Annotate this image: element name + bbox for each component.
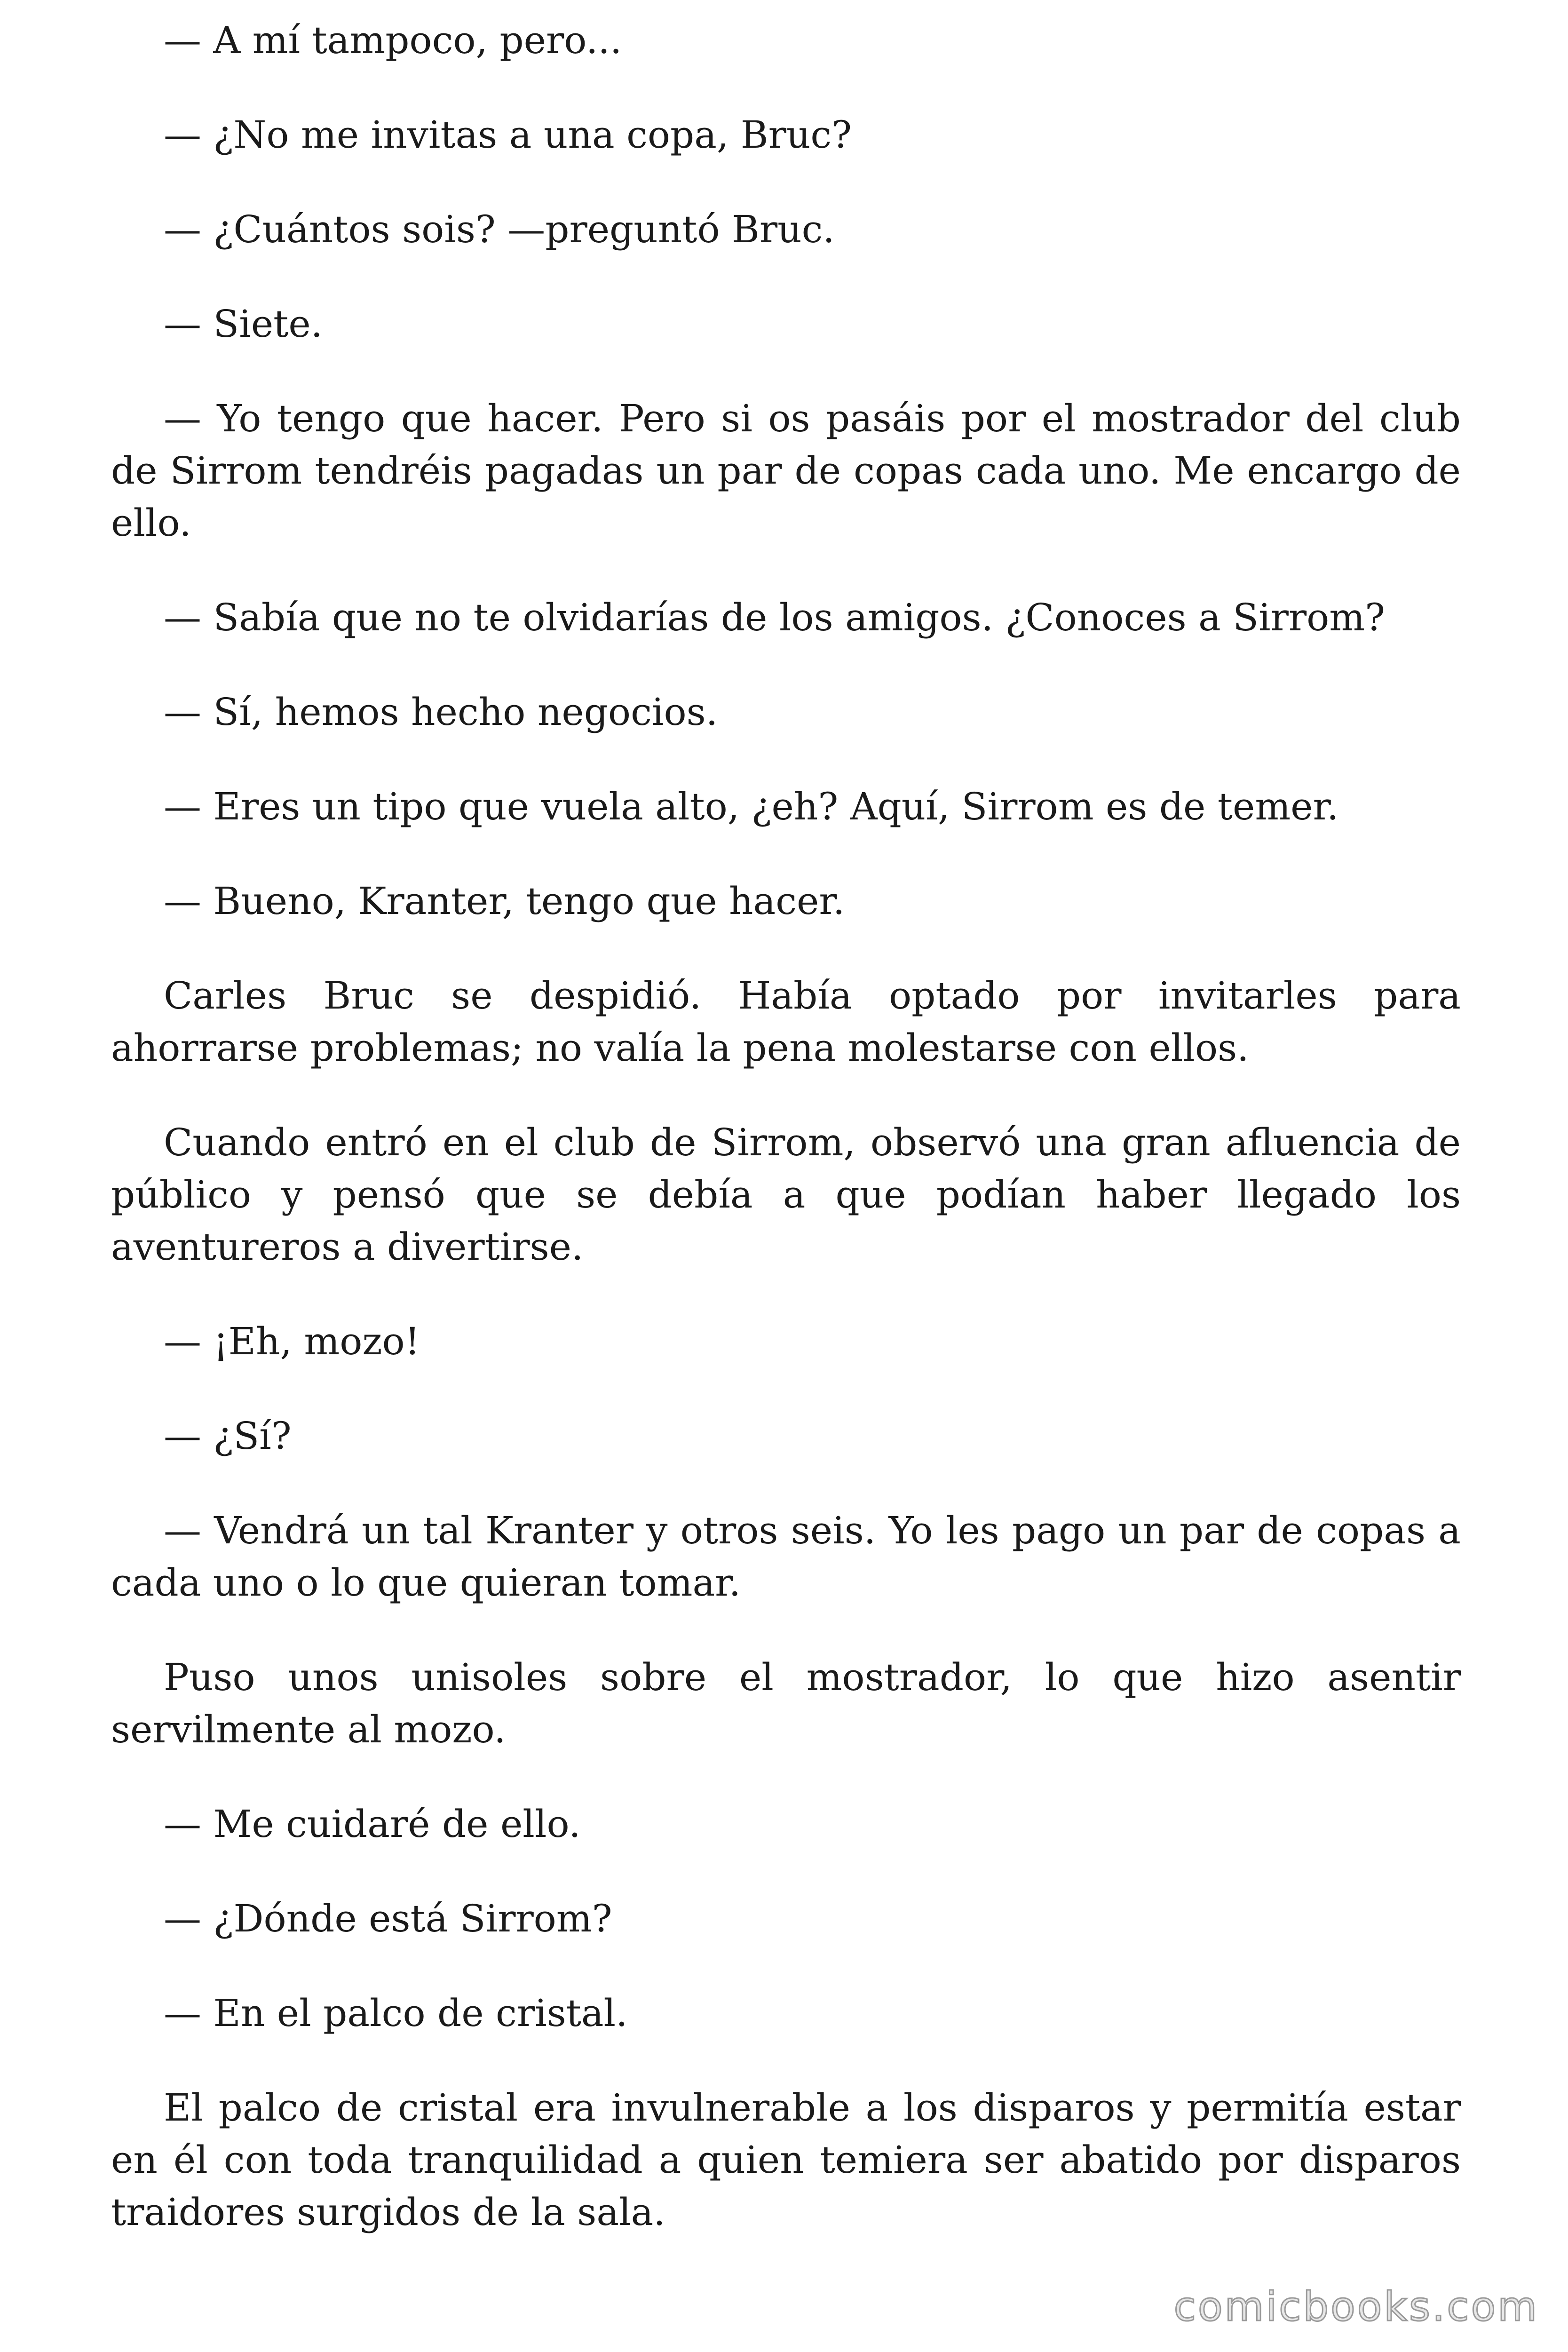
paragraph-16: — Me cuidaré de ello. — [164, 1802, 581, 1846]
paragraph-7: — Sí, hemos hecho negocios. — [164, 690, 718, 734]
paragraph-19: El palco de cristal era invulnerable a los disparos y permitía estar en él con toda tranquilidad a quien temiera ser abatido por disparos traidores surgidos de la sala. — [111, 2086, 1461, 2234]
paragraph-17: — ¿Dónde está Sirrom? — [164, 1897, 612, 1940]
paragraph-13: — ¿Sí? — [164, 1414, 292, 1458]
paragraph-14: — Vendrá un tal Kranter y otros seis. Yo les pago un par de copas a cada uno o lo que quieran tomar. — [111, 1509, 1461, 1605]
paragraph-18: — En el palco de cristal. — [164, 1991, 628, 2035]
paragraph-4: — Siete. — [164, 302, 323, 346]
paragraph-8: — Eres un tipo que vuela alto, ¿eh? Aquí, Sirrom es de temer. — [164, 785, 1339, 828]
paragraph-3: — ¿Cuántos sois? —preguntó Bruc. — [164, 207, 835, 251]
paragraph-10: Carles Bruc se despidió. Había optado por invitarles para ahorrarse problemas; no valía la pena molestarse con ellos. — [111, 974, 1461, 1070]
paragraph-6: — Sabía que no te olvidarías de los amigos. ¿Conoces a Sirrom? — [164, 596, 1385, 639]
paragraph-2: — ¿No me invitas a una copa, Bruc? — [164, 113, 852, 157]
paragraph-9: — Bueno, Kranter, tengo que hacer. — [164, 879, 845, 923]
paragraph-11: Cuando entró en el club de Sirrom, observó una gran afluencia de público y pensó que se debía a que podían haber llegado los aventureros a divertirse. — [111, 1120, 1461, 1269]
paragraph-1: — A mí tampoco, pero... — [164, 18, 622, 62]
paragraph-15: Puso unos unisoles sobre el mostrador, lo que hizo asentir servilmente al mozo. — [111, 1655, 1461, 1751]
paragraph-12: — ¡Eh, mozo! — [164, 1319, 420, 1363]
watermark-logo: comicbooks.com — [1173, 2283, 1539, 2330]
text-column — [111, 14, 1461, 2280]
paragraph-5: — Yo tengo que hacer. Pero si os pasáis por el mostrador del club de Sirrom tendréis pagadas un par de copas cada uno. Me encargo de ello. — [111, 397, 1461, 545]
